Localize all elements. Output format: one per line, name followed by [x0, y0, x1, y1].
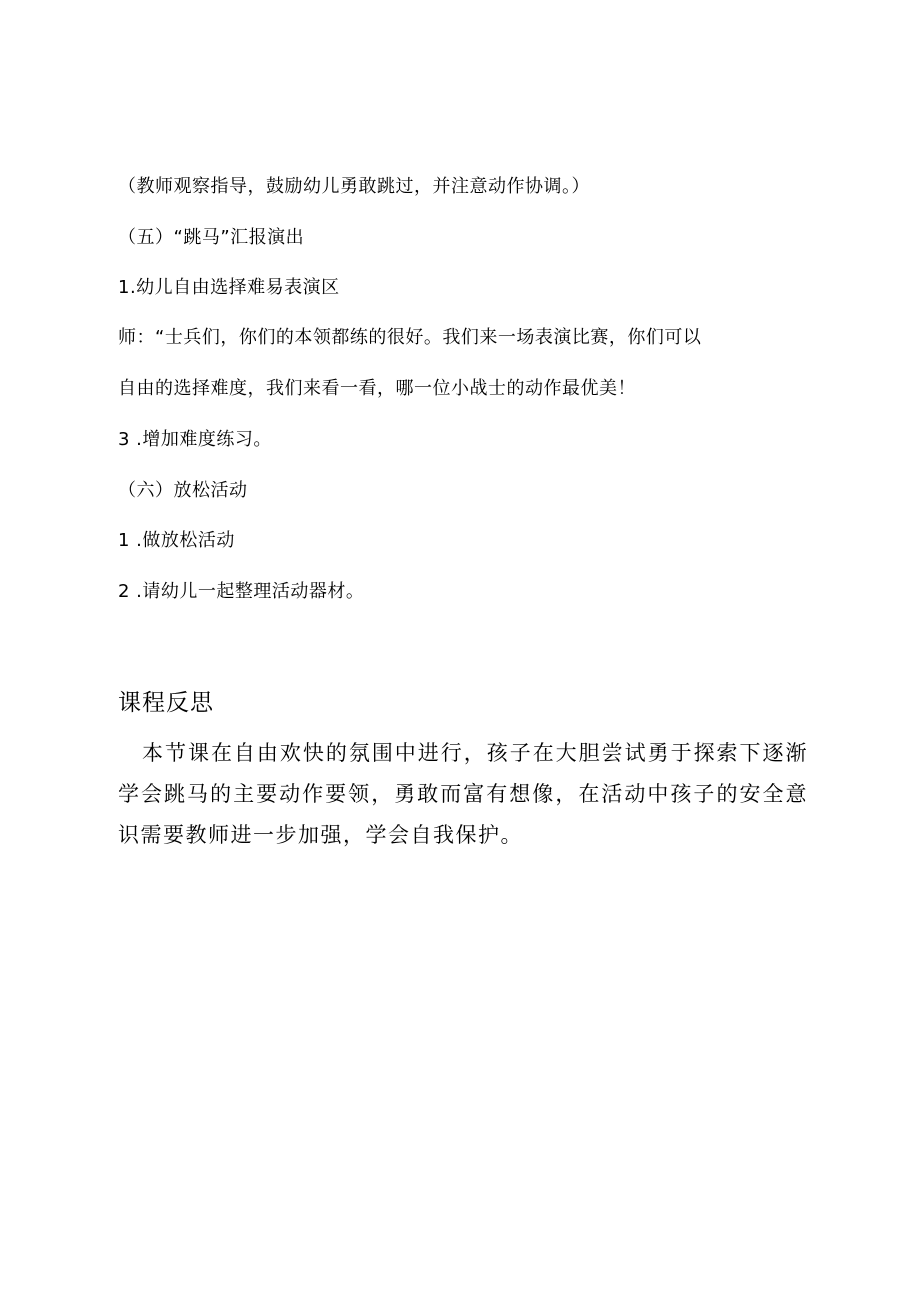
teacher-speech-line-2: 自由的选择难度，我们来看一看，哪一位小战士的动作最优美！: [118, 378, 636, 399]
section-5-item-3: 3 .增加难度练习。: [118, 429, 272, 450]
section-5-item-1: 1.幼儿自由选择难易表演区: [118, 277, 340, 298]
section-6-title: （六）放松活动: [118, 480, 248, 501]
section-6-item-1: 1 .做放松活动: [118, 530, 235, 551]
reflection-title: 课程反思: [118, 690, 214, 716]
teacher-guidance-note: （教师观察指导，鼓励幼儿勇敢跳过，并注意动作协调。）: [118, 176, 590, 197]
section-6-item-2: 2 .请幼儿一起整理活动器材。: [118, 581, 365, 602]
section-5-title: （五）“跳马”汇报演出: [118, 227, 305, 248]
teacher-speech-line-1: 师：“士兵们，你们的本领都练的很好。我们来一场表演比赛，你们可以: [118, 327, 702, 348]
reflection-paragraph: 本节课在自由欢快的氛围中进行，孩子在大胆尝试勇于探索下逐渐学会跳马的主要动作要领，勇敢而富有想像，在活动中孩子的安全意识需要教师进一步加强，学会自我保护。: [118, 741, 808, 847]
